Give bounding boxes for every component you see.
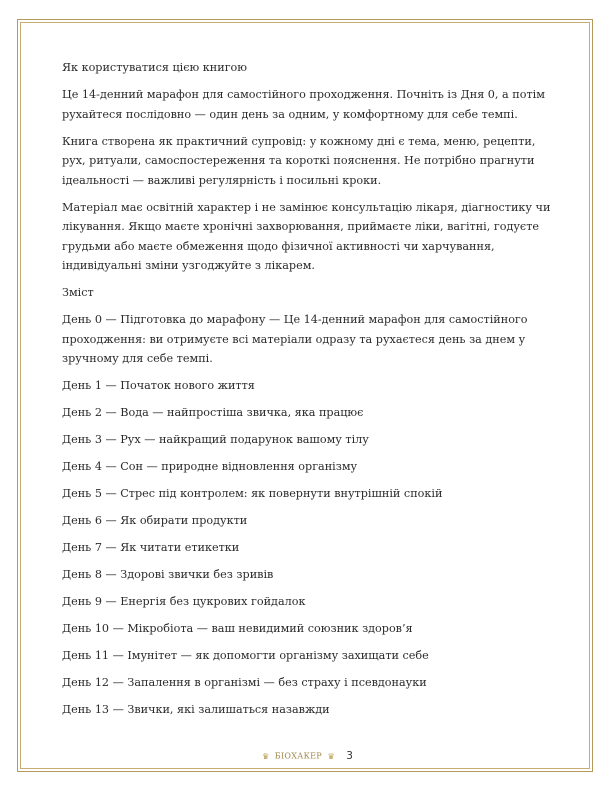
toc-item-day-12: День 12 — Запалення в організмі — без страху і псевдонауки: [62, 676, 427, 689]
toc-heading: Зміст: [62, 286, 94, 299]
toc-item-day-2: День 2 — Вода — найпростіша звичка, яка працює: [62, 406, 364, 419]
toc-item-day-6: День 6 — Як обирати продукти: [62, 514, 248, 527]
brand-name: БІОХАКЕР: [274, 751, 322, 761]
toc-item-day-0: День 0 — Підготовка до марафону — Це 14-денний марафон для самостійного проходження: ви отримуєте всі матеріали одразу та рухаєтеся день за днем у зручному для себе темпі.: [62, 313, 528, 365]
toc-item-day-10: День 10 — Мікробіота — ваш невидимий союзник здоров’я: [62, 622, 413, 635]
crown-icon: ♛: [262, 751, 270, 761]
page-number: 3: [346, 750, 353, 762]
toc-item-day-5: День 5 — Стрес під контролем: як повернути внутрішній спокій: [62, 487, 443, 500]
page-footer: [0, 750, 612, 768]
intro-paragraph: Це 14-денний марафон для самостійного проходження. Почніть із Дня 0, а потім рухайтеся послідовно — один день за одним, у комфортному для себе темпі.: [62, 88, 545, 121]
toc-list: [62, 310, 558, 720]
toc-item-day-3: День 3 — Рух — найкращий подарунок вашому тілу: [62, 433, 369, 446]
intro-paragraph: Матеріал має освітній характер і не замінює консультацію лікаря, діагностику чи лікування. Якщо маєте хронічні захворювання, приймаєте ліки, вагітні, годуєте грудьми або маєте обмеження щодо фізичної активності чи харчування, індивідуальні зміни узгоджуйте з лікарем.: [62, 200, 551, 272]
page-content: [62, 58, 558, 727]
intro-paragraph: Книга створена як практичний супровід: у кожному дні є тема, меню, рецепти, рух, ритуали, самоспостереження та короткі пояснення. Не потрібно прагнути ідеальності — важливі регулярність і посильні кроки.: [62, 134, 536, 187]
intro-heading: Як користуватися цією книгою: [62, 61, 248, 74]
toc-item-day-7: День 7 — Як читати етикетки: [62, 541, 240, 554]
toc-item-day-4: День 4 — Сон — природне відновлення організму: [62, 460, 358, 473]
toc-item-day-11: День 11 — Імунітет — як допомогти організму захищати себе: [62, 649, 429, 662]
toc-item-day-9: День 9 — Енергія без цукрових гойдалок: [62, 595, 306, 608]
toc-item-day-8: День 8 — Здорові звички без зривів: [62, 568, 274, 581]
toc-item-day-1: День 1 — Початок нового життя: [62, 379, 255, 392]
crown-icon: ♛: [327, 751, 335, 761]
toc-item-day-13: День 13 — Звички, які залишаться назавжди: [62, 703, 330, 716]
